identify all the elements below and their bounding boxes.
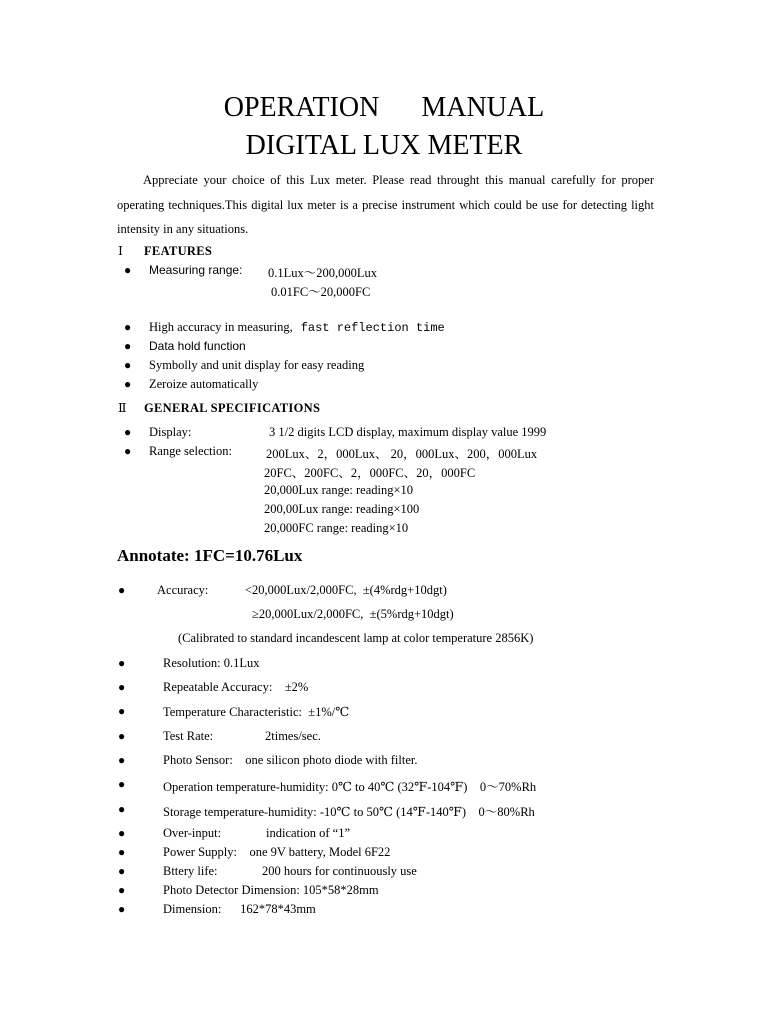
operation-temperature-spec: Operation temperature-humidity: 0℃ to 40℃ (32℉-104℉) 0～70%Rh xyxy=(163,780,537,794)
battery-life-label: Bttery life: xyxy=(163,864,218,878)
range-note-3: 20,000FC range: reading×10 xyxy=(264,521,409,535)
photo-sensor-spec: Photo Sensor: one silicon photo diode with filter. xyxy=(163,753,418,767)
bullet-icon: ● xyxy=(118,704,126,718)
section-title: GENERAL SPECIFICATIONS xyxy=(144,401,321,415)
range-selection-lux: 200Lux、2，000Lux、 20，000Lux、200，000Lux xyxy=(266,447,538,461)
bullet-icon: ● xyxy=(118,883,126,897)
section-features-heading xyxy=(118,243,212,259)
bullet-icon: ● xyxy=(118,680,126,694)
test-rate-label: Test Rate: xyxy=(163,729,214,743)
accuracy-line-1: <20,000Lux/2,000FC, ±(4%rdg+10dgt) xyxy=(245,583,447,597)
range-selection-label: Range selection: xyxy=(149,444,232,458)
bullet-icon: ● xyxy=(118,826,126,840)
bullet-icon: ● xyxy=(118,583,126,597)
bullet-icon: ● xyxy=(118,802,126,816)
bullet-icon: ● xyxy=(124,339,132,353)
measuring-range-label: Measuring range: xyxy=(149,263,243,277)
feature-data-hold: Data hold function xyxy=(149,339,246,353)
bullet-icon: ● xyxy=(118,753,126,767)
accuracy-label: Accuracy: xyxy=(157,583,209,597)
section-specifications-heading xyxy=(118,400,320,416)
bullet-icon: ● xyxy=(124,377,132,391)
over-input-value: indication of “1” xyxy=(266,826,350,840)
section-number: Ⅰ xyxy=(118,244,124,258)
storage-temperature-spec: Storage temperature-humidity: -10℃ to 50℃ (14℉-140℉) 0～80%Rh xyxy=(163,805,535,819)
bullet-icon: ● xyxy=(118,777,126,791)
photo-detector-dimension-spec: Photo Detector Dimension: 105*58*28mm xyxy=(163,883,379,897)
power-supply-spec: Power Supply: one 9V battery, Model 6F22 xyxy=(163,845,391,859)
resolution-spec: Resolution: 0.1Lux xyxy=(163,656,260,670)
bullet-icon: ● xyxy=(124,444,132,458)
title-line-1: OPERATION MANUAL xyxy=(223,92,545,123)
measuring-range-value-lux: 0.1Lux～200,000Lux xyxy=(268,266,378,280)
bullet-icon: ● xyxy=(124,263,132,277)
bullet-icon: ● xyxy=(118,864,126,878)
intro-paragraph: Appreciate your choice of this Lux meter. Please read throught this manual carefully for proper operating techniques.This digital lux meter is a precise instrument which could be use for detecting light intensity in any situations. xyxy=(117,173,654,236)
range-note-2: 200,00Lux range: reading×100 xyxy=(264,502,420,516)
range-note-1: 20,000Lux range: reading×10 xyxy=(264,483,414,497)
bullet-icon: ● xyxy=(118,902,126,916)
measuring-range-value-fc: 0.01FC～20,000FC xyxy=(271,285,371,299)
battery-life-value: 200 hours for continuously use xyxy=(262,864,417,878)
feature-accuracy: High accuracy in measuring, fast reflection time xyxy=(149,320,445,335)
section-number: Ⅱ xyxy=(118,401,127,415)
bullet-icon: ● xyxy=(124,358,132,372)
feature-zeroize: Zeroize automatically xyxy=(149,377,259,391)
display-label: Display: xyxy=(149,425,192,439)
bullet-icon: ● xyxy=(118,656,126,670)
bullet-icon: ● xyxy=(118,729,126,743)
over-input-label: Over-input: xyxy=(163,826,222,840)
repeatable-accuracy-spec: Repeatable Accuracy: ±2% xyxy=(163,680,309,694)
calibration-note: (Calibrated to standard incandescent lamp at color temperature 2856K) xyxy=(178,631,534,645)
bullet-icon: ● xyxy=(124,320,132,334)
accuracy-line-2: ≥20,000Lux/2,000FC, ±(5%rdg+10dgt) xyxy=(252,607,454,621)
bullet-icon: ● xyxy=(124,425,132,439)
title-line-2: DIGITAL LUX METER xyxy=(245,130,523,161)
section-title: FEATURES xyxy=(144,244,213,258)
dimension-spec: Dimension: 162*78*43mm xyxy=(163,902,316,916)
annotate-heading: Annotate: 1FC=10.76Lux xyxy=(117,546,303,565)
test-rate-value: 2times/sec. xyxy=(265,729,321,743)
bullet-icon: ● xyxy=(118,845,126,859)
temperature-characteristic-spec: Temperature Characteristic: ±1%/℃ xyxy=(163,705,350,719)
display-value: 3 1/2 digits LCD display, maximum display value 1999 xyxy=(269,425,547,439)
feature-symbol-display: Symbolly and unit display for easy reading xyxy=(149,358,365,372)
range-selection-fc: 20FC、200FC、2，000FC、20，000FC xyxy=(264,466,476,480)
